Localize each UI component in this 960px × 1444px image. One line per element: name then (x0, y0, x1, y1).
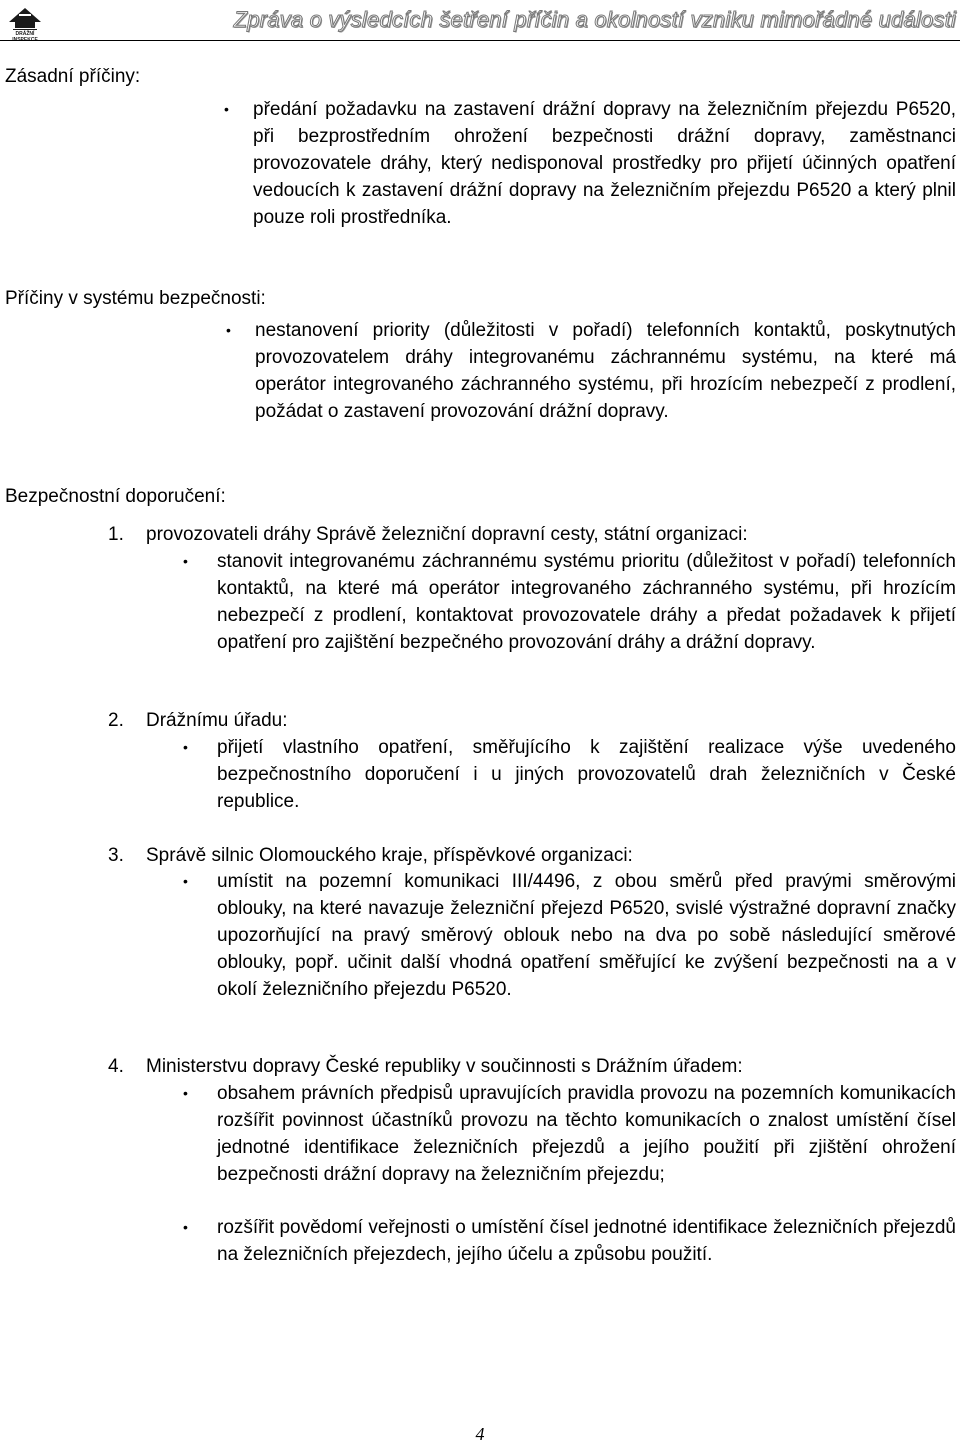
bullet-text: rozšířit povědomí veřejnosti o umístění čísel jednotné identifikace železničních přejezdů na železničních přejezdech, jejího účelu a způsobu použití. (217, 1217, 956, 1265)
recommendation-number: 3. (108, 845, 124, 866)
recommendation-heading: Ministerstvu dopravy České republiky v součinnosti s Drážním úřadem: (146, 1056, 743, 1077)
bullet-text: předání požadavku na zastavení drážní dopravy na železničním přejezdu P6520, při bezprostředním ohrožení bezpečnosti drážní dopravy, zaměstnanci provozovatele dráhy, který nedisponoval prostředky pro přijetí účinných opatření vedoucích k zastavení drážní dopravy na železničním přejezdu P6520 a který plnil pouze roli prostředníka. (253, 99, 956, 228)
bullet-icon: • (183, 873, 188, 889)
bullet-icon: • (183, 1219, 188, 1235)
svg-text:INSPEKCE: INSPEKCE (12, 37, 38, 42)
list-item (183, 868, 956, 1003)
recommendation-number: 2. (108, 710, 124, 731)
bullet-icon: • (183, 739, 188, 755)
section-label-zasadni: Zásadní příčiny: (5, 66, 141, 87)
bullet-icon: • (226, 322, 231, 338)
header-divider (0, 40, 960, 41)
recommendation-heading: Drážnímu úřadu: (146, 710, 288, 731)
bullet-text: přijetí vlastního opatření, směřujícího k zajištění realizace výše uvedeného bezpečnostního doporučení i u jiných provozovatelů drah železničních v České republice. (217, 737, 956, 812)
list-item (183, 1080, 956, 1188)
list-item (226, 317, 956, 425)
recommendation-heading: Správě silnic Olomouckého kraje, příspěvkové organizaci: (146, 845, 633, 866)
list-item (183, 548, 956, 656)
drazni-inspekce-logo (5, 4, 45, 42)
svg-text:DRÁŽNÍ: DRÁŽNÍ (15, 31, 35, 37)
recommendation-heading: provozovateli dráhy Správě železniční dopravní cesty, státní organizaci: (146, 524, 748, 545)
header-title: Zpráva o výsledcích šetření příčin a okolností vzniku mimořádné události (233, 7, 956, 32)
bullet-text: stanovit integrovanému záchrannému systému prioritu (důležitost v pořadí) telefonních kontaktů, na které má operátor integrovaného záchranného systému, při hrozícím nebezpečí z prodlení, kontaktovat provozovatele dráhy a předat požadavek k přijetí opatření pro zajištění bezpečného provozování dráhy a drážní dopravy. (217, 551, 956, 653)
bullet-text: nestanovení priority (důležitosti v pořadí) telefonních kontaktů, poskytnutých provozovatelem dráhy integrovanému záchrannému systému, na které má operátor integrovaného záchranného systému, při hrozícím nebezpečí z prodlení, požádat o zastavení provozování drážní dopravy. (255, 320, 956, 422)
list-item (224, 96, 956, 231)
bullet-icon: • (183, 1085, 188, 1101)
bullet-icon: • (224, 101, 229, 117)
recommendation-number: 4. (108, 1056, 124, 1077)
section-label-doporuceni: Bezpečnostní doporučení: (5, 486, 226, 507)
bullet-icon: • (183, 553, 188, 569)
recommendation-number: 1. (108, 524, 124, 545)
bullet-text: obsahem právních předpisů upravujících pravidla provozu na pozemních komunikacích rozšířit povinnost účastníků provozu na těchto komunikacích o znalost umístění čísel jednotné identifikace železničních přejezdů a jejího použití při zjištění ohrožení bezpečnosti drážní dopravy na železničním přejezdu; (217, 1083, 956, 1185)
bullet-text: umístit na pozemní komunikaci III/4496, z obou směrů před pravými směrovými oblouky, na které navazuje železniční přejezd P6520, svislé výstražné dopravní značky upozorňující na pravý směrový oblouk nebo na dva po sobě následující směrové oblouky, popř. učinit další vhodná opatření směřující ke zvýšení bezpečnosti na a v okolí železničního přejezdu P6520. (217, 871, 956, 1000)
list-item (183, 734, 956, 815)
page-header (0, 0, 960, 44)
section-label-system: Příčiny v systému bezpečnosti: (5, 288, 266, 309)
page-number: 4 (475, 1424, 485, 1444)
list-item (183, 1214, 956, 1268)
